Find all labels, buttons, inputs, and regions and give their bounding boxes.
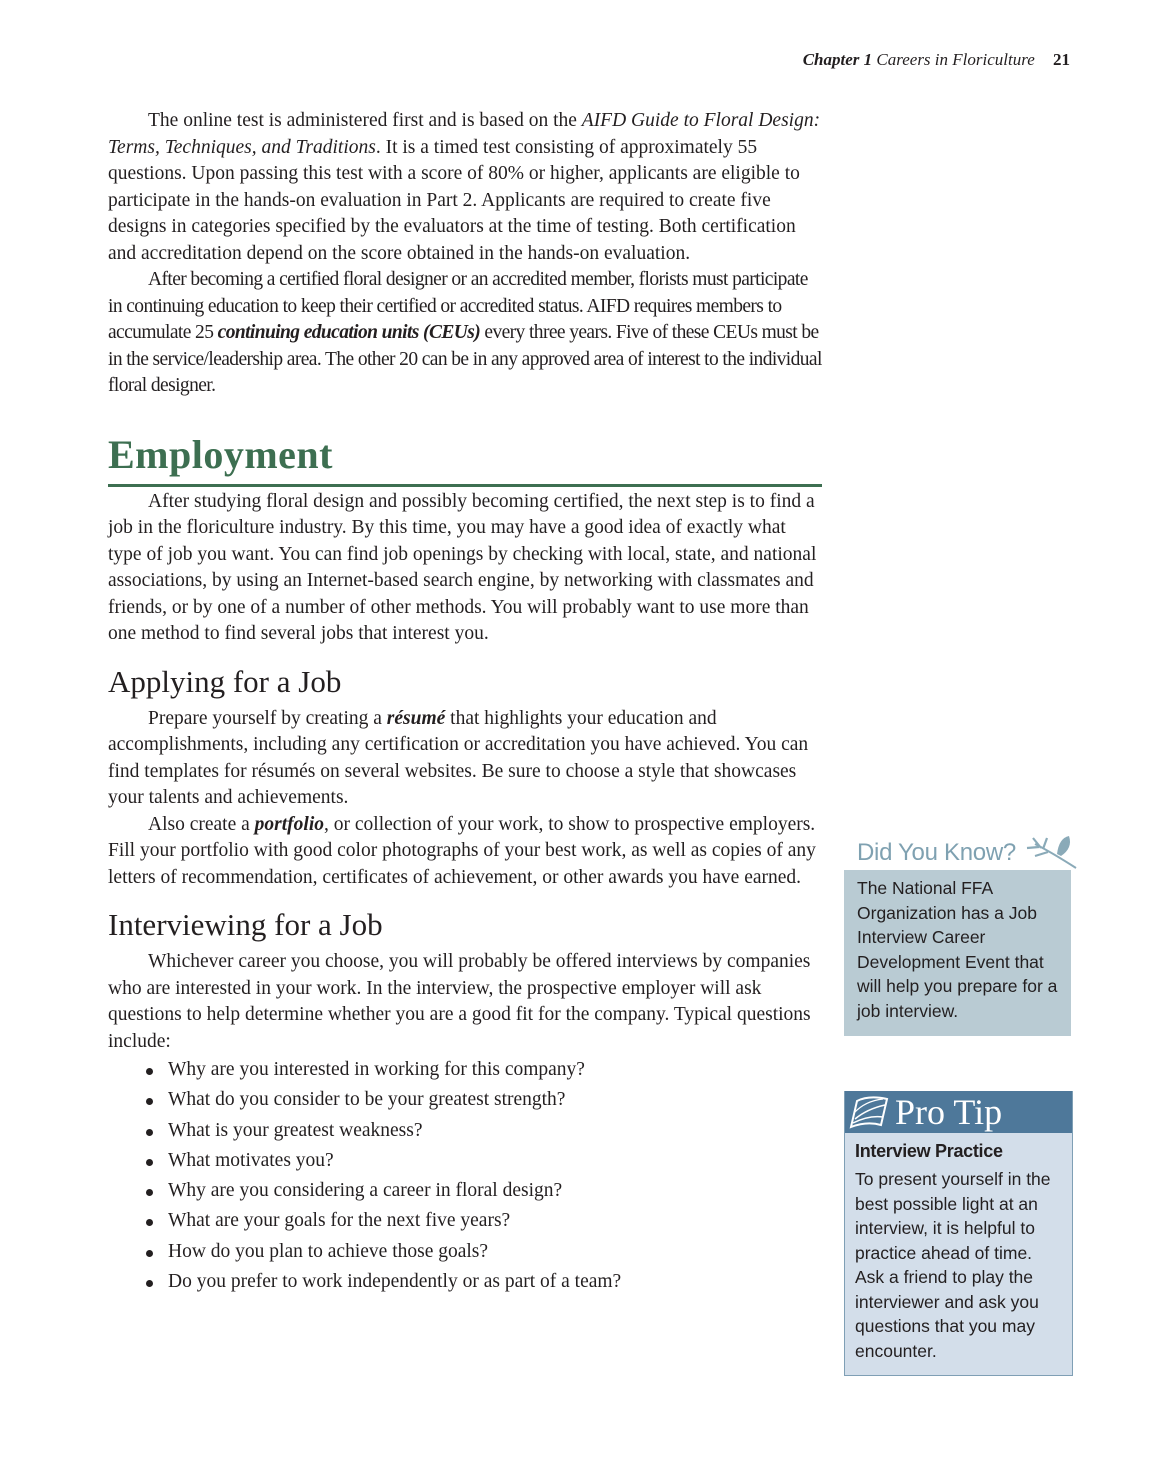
intro-paragraph-1 xyxy=(108,108,822,267)
main-column xyxy=(108,108,822,1297)
interview-questions-list xyxy=(108,1055,822,1297)
list-item: What motivates you? xyxy=(146,1146,822,1176)
list-item: What are your goals for the next five years? xyxy=(146,1206,822,1236)
did-you-know-sidebar xyxy=(844,838,1071,1036)
list-item: Why are you considering a career in floral design? xyxy=(146,1176,822,1206)
applying-paragraph-1 xyxy=(108,706,822,812)
subheading-interviewing: Interviewing for a Job xyxy=(108,907,383,942)
text: The online test is administered first and is based on the xyxy=(148,110,582,131)
pro-tip-body xyxy=(845,1133,1072,1375)
text: , or collection of your work, to show to prospective employers. Fill your portfolio with good color photographs of your best work, as well as copies of any letters of recommendation, certificates of achievement, or other awards you have earned. xyxy=(108,813,816,888)
text: every three years. Five of these CEUs must be in the service/leadership area. The other 20 can be in any approved area of interest to the individual floral designer. xyxy=(108,322,822,396)
list-item: Why are you interested in working for this company? xyxy=(146,1055,822,1085)
pro-tip-title: Pro Tip xyxy=(895,1092,1003,1132)
pro-tip-text: To present yourself in the best possible light at an interview, it is helpful to practice ahead of time. Ask a friend to play the interviewer and ask you questions that you may encounter. xyxy=(855,1169,1051,1361)
did-you-know-label: Did You Know? xyxy=(857,839,1016,866)
running-header xyxy=(803,50,1070,70)
key-term-portfolio: portfolio xyxy=(254,813,324,835)
pro-tip-emblem-icon xyxy=(847,1093,891,1136)
key-term-ceus: continuing education units (CEUs) xyxy=(217,322,481,343)
list-item: Do you prefer to work independently or as part of a team? xyxy=(146,1267,822,1297)
subheading-applying: Applying for a Job xyxy=(108,663,342,699)
text: After becoming a certified floral designer or an accredited member, florists must participate in continuing education to keep their certified or accredited status. AIFD requires members to accumulate 25 xyxy=(108,269,808,343)
did-you-know-title xyxy=(844,838,1071,870)
key-term-resume: résumé xyxy=(386,707,446,729)
page-number: 21 xyxy=(1053,50,1070,69)
applying-paragraph-2 xyxy=(108,812,822,892)
chapter-title: Careers in Floriculture xyxy=(876,50,1035,69)
list-item: What is your greatest weakness? xyxy=(146,1116,822,1146)
did-you-know-text: The National FFA Organization has a Job Interview Career Development Event that will help you prepare for a job interview. xyxy=(844,870,1071,1036)
text: . It is a timed test consisting of approximately 55 questions. Upon passing this test with a score of 80% or higher, applicants are eligible to participate in the hands-on evaluation in Part 2. Applicants are required to create five designs in categories specified by the evaluators at the time of testing. Both certification and accreditation depend on the score obtained in the hands-on evaluation. xyxy=(108,136,800,264)
book-title: AIFD Guide to Floral Design: Terms, Techniques, and Traditions xyxy=(108,110,821,158)
leaf-sprig-icon xyxy=(1021,834,1079,880)
pro-tip-subtitle: Interview Practice xyxy=(855,1141,1003,1161)
list-item: How do you plan to achieve those goals? xyxy=(146,1237,822,1267)
section-heading-employment: Employment xyxy=(108,430,822,487)
interviewing-paragraph: Whichever career you choose, you will probably be offered interviews by companies who are interested in your work. In the interview, the prospective employer will ask questions to help determine whether you are a good fit for the company. Typical questions include: xyxy=(108,951,811,1052)
list-item: What do you consider to be your greatest strength? xyxy=(146,1085,822,1115)
chapter-label: Chapter 1 xyxy=(802,50,873,69)
text: that highlights your education and accomplishments, including any certification or accreditation you have achieved. You can find templates for résumés on several websites. Be sure to choose a style that showcases your talents and achievements. xyxy=(108,707,809,808)
text: Also create a xyxy=(148,813,255,835)
text: Prepare yourself by creating a xyxy=(148,707,387,729)
employment-paragraph: After studying floral design and possibly becoming certified, the next step is to find a job in the floriculture industry. By this time, you may have a good idea of exactly what type of job you want. You can find job openings by checking with local, state, and national associations, by using an Internet-based search engine, by networking with classmates and friends, or by one of a number of other methods. You will probably want to use more than one method to find several jobs that interest you. xyxy=(108,490,817,644)
pro-tip-header xyxy=(845,1091,1072,1133)
intro-paragraph-2 xyxy=(108,267,822,400)
pro-tip-sidebar xyxy=(844,1091,1073,1376)
